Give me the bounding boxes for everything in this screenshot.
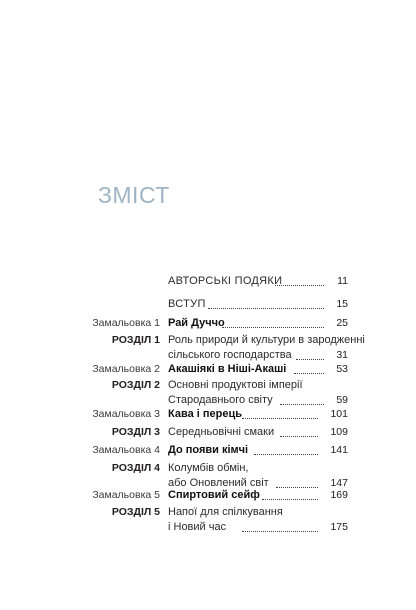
toc-page-number: 109	[330, 426, 348, 438]
leader-dots	[254, 454, 318, 455]
toc-entry-title: Акашіякі в Ніші-Акаші	[168, 363, 287, 375]
toc-entry-label: Замальовка 2	[92, 363, 160, 375]
toc-entry-title: Напої для спілкування	[168, 506, 283, 518]
toc-entry-label: Замальовка 5	[92, 489, 160, 501]
toc-entry-label: РОЗДІЛ 4	[111, 462, 160, 474]
toc-entry-label: Замальовка 1	[92, 317, 160, 329]
toc-page-number: 53	[336, 363, 348, 375]
toc-entry-label: Замальовка 4	[92, 444, 160, 456]
toc-page-number: 11	[337, 275, 348, 287]
toc-entry-title: До появи кімчі	[168, 444, 249, 456]
leader-dots	[262, 499, 318, 500]
toc-page-number: 59	[336, 394, 348, 406]
toc-page-number: 15	[336, 298, 348, 310]
toc-entry-title-continued: сільського господарства	[168, 349, 292, 361]
leader-dots	[294, 373, 324, 374]
leader-dots	[222, 327, 324, 328]
page-title: ЗМІСТ	[98, 182, 170, 208]
toc-entry-title-continued: або Оновлений світ	[168, 477, 269, 489]
toc-page-number: 101	[330, 408, 348, 420]
toc-page-number: 141	[330, 444, 348, 456]
leader-dots	[280, 404, 324, 405]
toc-entry-title: ВСТУП	[168, 298, 206, 310]
toc-entry-title-continued: Стародавнього світу	[168, 394, 273, 406]
toc-entry-title: Колумбів обмін,	[168, 462, 249, 474]
toc-page-number: 147	[330, 477, 348, 489]
toc-entry-title: Рай Дуччо	[168, 317, 225, 329]
toc-entry-title-continued: і Новий час	[168, 521, 227, 533]
toc-entry-title: Середньовічні смаки	[168, 426, 275, 438]
toc-page-number: 25	[336, 317, 348, 329]
leader-dots	[280, 436, 318, 437]
toc-page-number: 175	[330, 521, 348, 533]
toc-entry-title: АВТОРСЬКІ ПОДЯКИ	[168, 275, 283, 287]
toc-entry-label: РОЗДІЛ 2	[111, 379, 160, 391]
leader-dots	[208, 308, 324, 309]
toc-page-number: 169	[330, 489, 348, 501]
toc-entry-label: РОЗДІЛ 1	[111, 334, 160, 346]
leader-dots	[242, 531, 318, 532]
leader-dots	[242, 418, 318, 419]
toc-entry-title: Основні продуктові імперії	[168, 379, 303, 391]
toc-entry-label: РОЗДІЛ 5	[111, 506, 160, 518]
leader-dots	[275, 285, 324, 286]
toc-entry-title: Кава і перець	[168, 408, 242, 420]
toc-entry-label: Замальовка 3	[92, 408, 160, 420]
toc-entry-label: РОЗДІЛ 3	[111, 426, 160, 438]
toc-entry-title: Спиртовий сейф	[168, 489, 260, 501]
leader-dots	[296, 359, 324, 360]
toc-entry-title: Роль природи й культури в зародженні	[168, 334, 365, 346]
toc-page-number: 31	[336, 349, 348, 361]
